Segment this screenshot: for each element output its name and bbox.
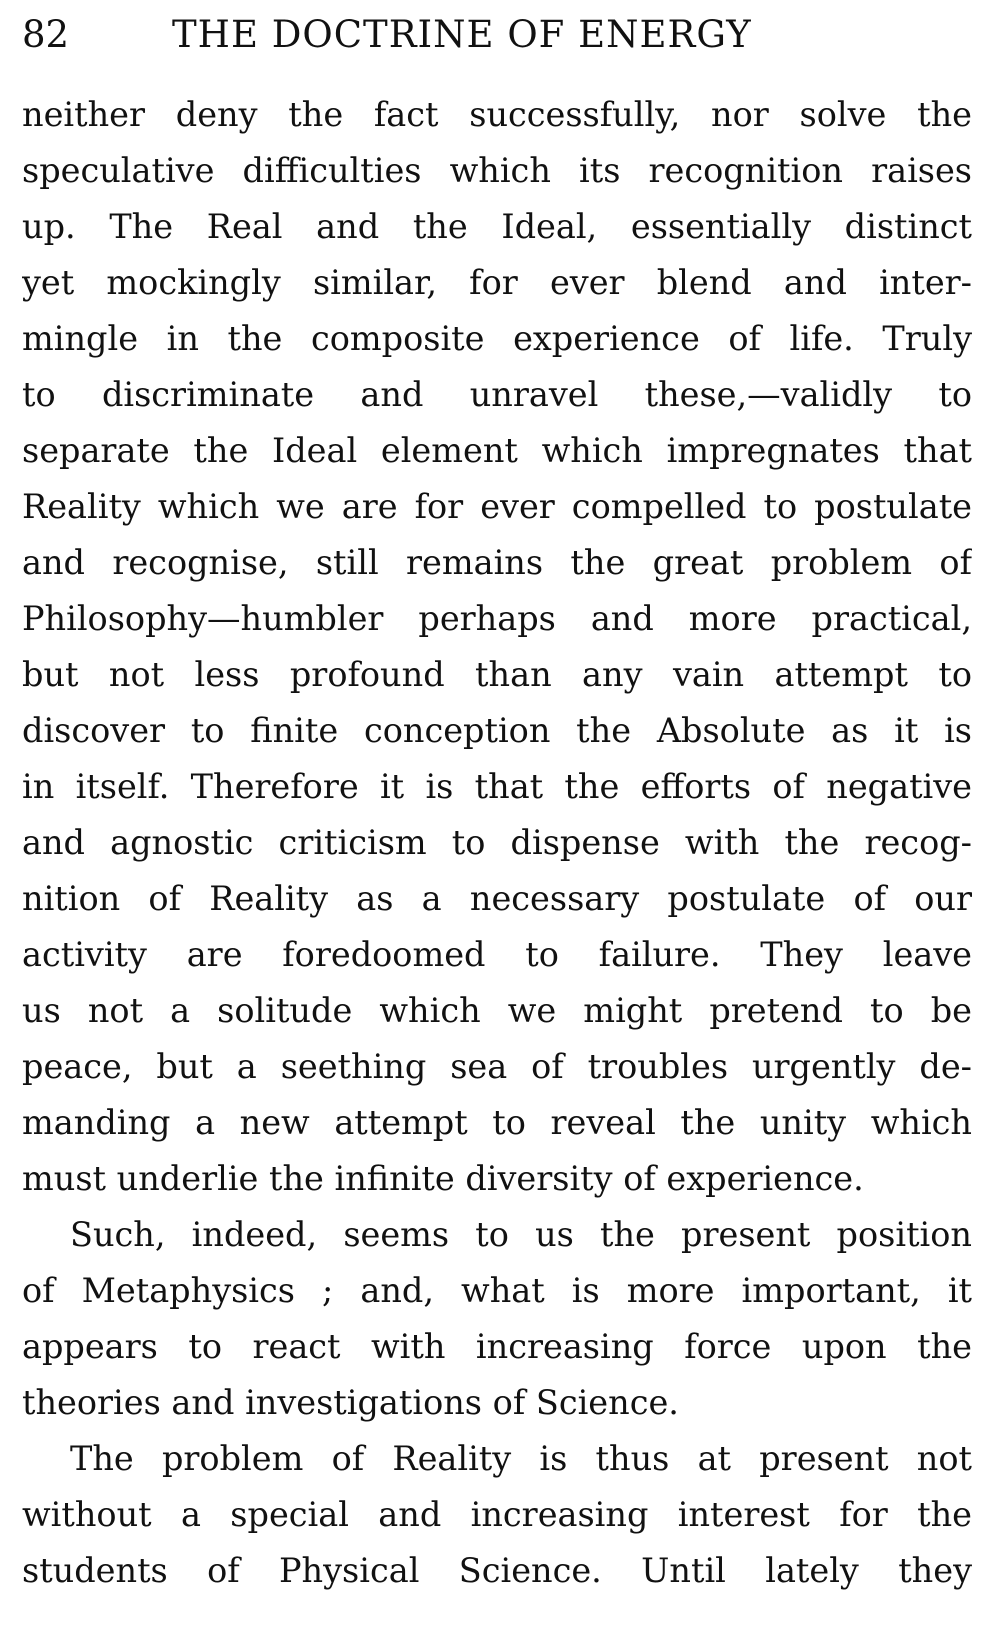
text-line: Such, indeed, seems to us the present position: [70, 1215, 972, 1254]
text-line: mingle in the composite experience of life. Truly: [22, 319, 972, 358]
running-title: THE DOCTRINE OF ENERGY: [172, 13, 752, 56]
text-line: of Metaphysics ; and, what is more important, it: [22, 1271, 972, 1310]
text-line: students of Physical Science. Until lately they: [22, 1551, 972, 1590]
body-text: [22, 87, 972, 1599]
paragraph-1: [22, 87, 972, 1207]
text-line: yet mockingly similar, for ever blend and inter-: [22, 263, 972, 302]
page-number: 82: [22, 13, 70, 56]
text-line: appears to react with increasing force upon the: [22, 1327, 972, 1366]
paragraph-2: [22, 1207, 972, 1431]
text-line: speculative difficulties which its recognition raises: [22, 151, 972, 190]
text-line: must underlie the infinite diversity of experience.: [22, 1159, 864, 1198]
text-line: neither deny the fact successfully, nor solve the: [22, 95, 972, 134]
text-line: peace, but a seething sea of troubles urgently de-: [22, 1047, 972, 1086]
text-line: up. The Real and the Ideal, essentially distinct: [22, 207, 972, 246]
text-line: without a special and increasing interest for the: [22, 1495, 972, 1534]
text-line: and recognise, still remains the great problem of: [22, 543, 972, 582]
text-line: in itself. Therefore it is that the efforts of negative: [22, 767, 972, 806]
text-line: to discriminate and unravel these,—validly to: [22, 375, 972, 414]
text-line: nition of Reality as a necessary postulate of our: [22, 879, 972, 918]
text-line: and agnostic criticism to dispense with the recog-: [22, 823, 972, 862]
page-header: [22, 10, 982, 60]
text-line: manding a new attempt to reveal the unity which: [22, 1103, 972, 1142]
text-line: Philosophy—humbler perhaps and more practical,: [22, 599, 972, 638]
text-line: us not a solitude which we might pretend to be: [22, 991, 972, 1030]
text-line: theories and investigations of Science.: [22, 1383, 679, 1422]
text-line: The problem of Reality is thus at present not: [70, 1439, 972, 1478]
text-line: activity are foredoomed to failure. They leave: [22, 935, 972, 974]
text-line: separate the Ideal element which impregnates that: [22, 431, 972, 470]
text-line: but not less profound than any vain attempt to: [22, 655, 972, 694]
text-line: discover to finite conception the Absolute as it is: [22, 711, 972, 750]
text-line: Reality which we are for ever compelled to postulate: [22, 487, 972, 526]
paragraph-3: [22, 1431, 972, 1599]
